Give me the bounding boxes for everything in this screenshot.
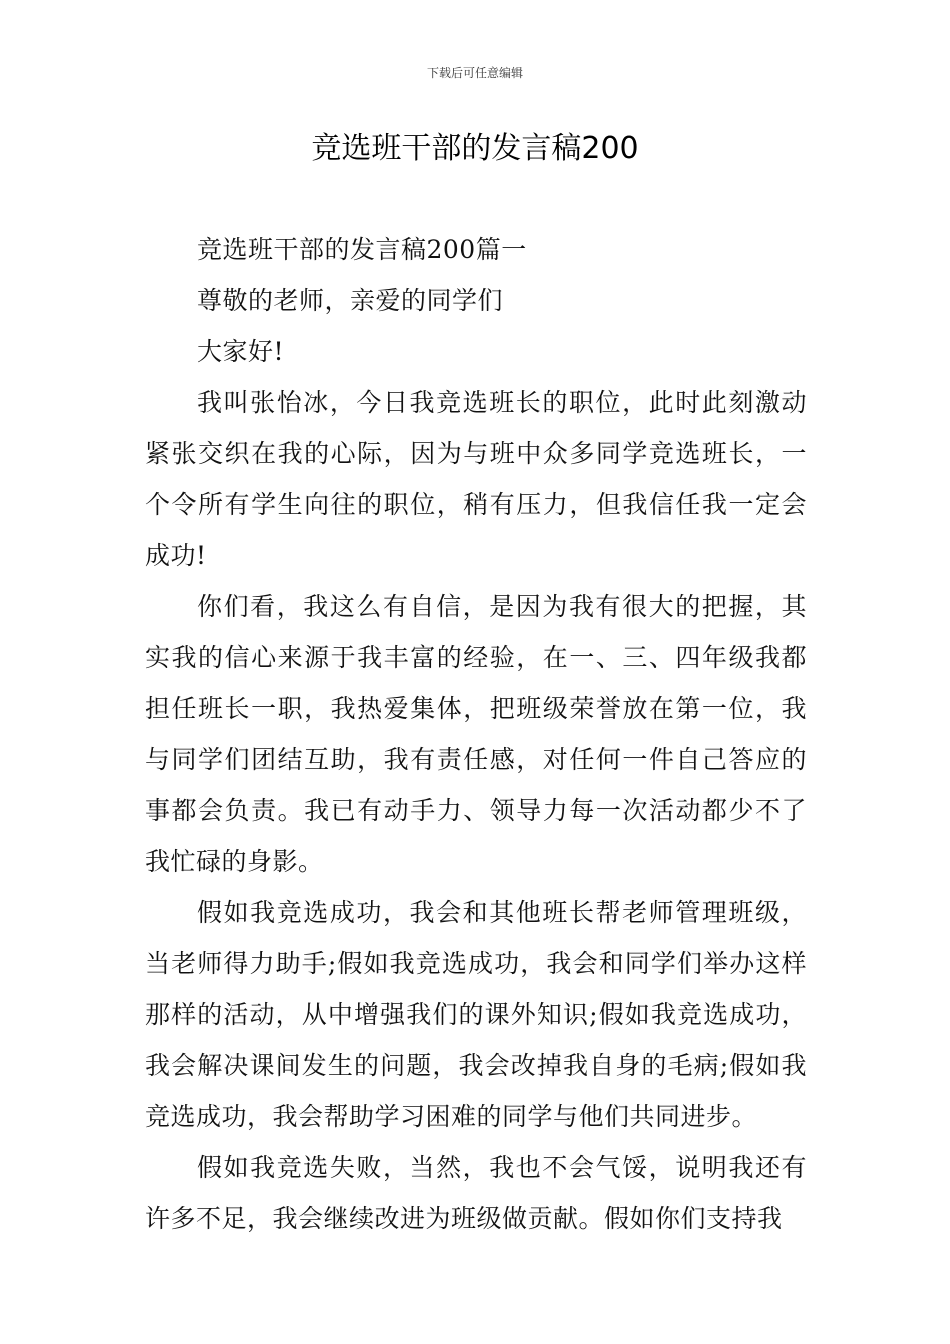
paragraph-if-failure: 假如我竞选失败，当然，我也不会气馁，说明我还有许多不足，我会继续改进为班级做贡献。假如你们支持我: [145, 1153, 807, 1233]
header-note: 下载后可任意编辑: [426, 66, 523, 80]
paragraph-introduction: 我叫张怡冰，今日我竞选班长的职位，此时此刻激动紧张交织在我的心际，因为与班中众多同学竞选班长，一个令所有学生向往的职位，稍有压力，但我信任我一定会成功!: [145, 388, 807, 570]
paragraph-if-success: 假如我竞选成功，我会和其他班长帮老师管理班级，当老师得力助手;假如我竞选成功，我会和同学们举办这样那样的活动，从中增强我们的课外知识;假如我竞选成功，我会解决课间发生的问题，我会改掉我自身的毛病;假如我竞选成功，我会帮助学习困难的同学与他们共同进步。: [145, 898, 807, 1131]
salutation: 尊敬的老师，亲爱的同学们: [197, 286, 504, 315]
greeting: 大家好!: [197, 337, 285, 366]
document-title: 竞选班干部的发言稿200: [311, 131, 639, 166]
section-heading: 竞选班干部的发言稿200篇一: [197, 235, 527, 264]
paragraph-experience: 你们看，我这么有自信，是因为我有很大的把握，其实我的信心来源于我丰富的经验，在一、三、四年级我都担任班长一职，我热爱集体，把班级荣誉放在第一位，我与同学们团结互助，我有责任感，对任何一件自己答应的事都会负责。我已有动手力、领导力每一次活动都少不了我忙碌的身影。: [145, 592, 807, 876]
document-body: [145, 224, 807, 1244]
